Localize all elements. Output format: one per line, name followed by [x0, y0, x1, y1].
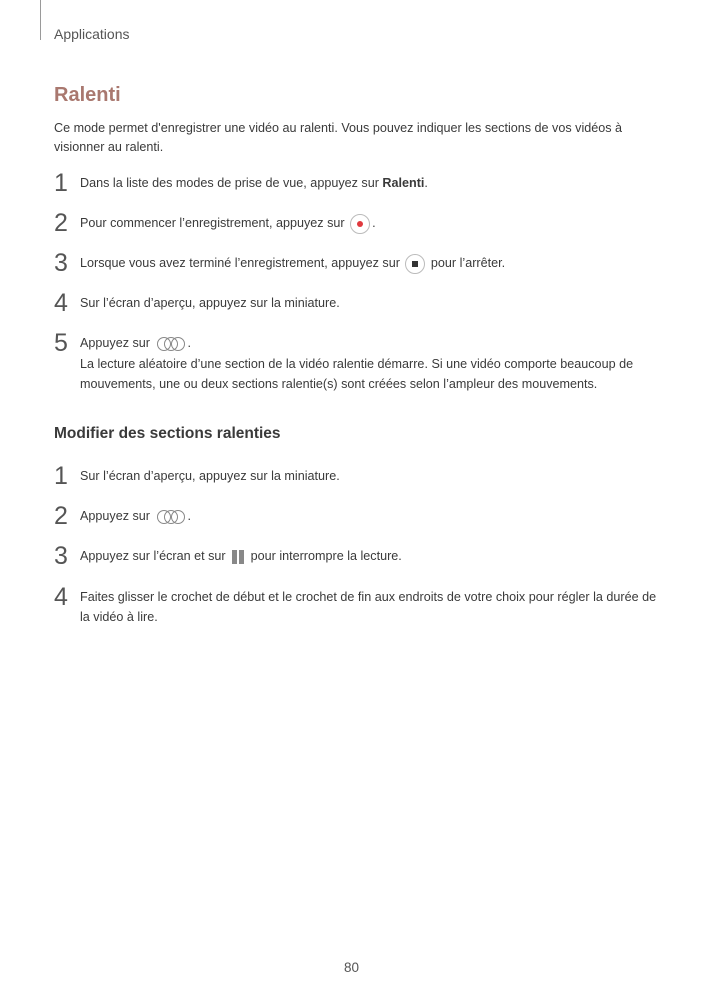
step-text-part: Dans la liste des modes de prise de vue, appuyez sur: [80, 176, 383, 190]
step-number: 3: [54, 249, 68, 277]
step-text-part: Pour commencer l’enregistrement, appuyez sur: [80, 216, 349, 230]
step-number: 2: [54, 502, 68, 530]
step-text-part: Appuyez sur: [80, 509, 154, 523]
ralenti-label: Ralenti: [382, 176, 425, 190]
step-number: 3: [54, 542, 68, 570]
step-text-part: Lorsque vous avez terminé l’enregistrement, appuyez sur: [80, 256, 404, 270]
step-text-part: .: [187, 336, 192, 350]
step-text-part: pour l’arrêter.: [427, 256, 506, 270]
step-text: [80, 333, 660, 353]
step-text: Sur l’écran d’aperçu, appuyez sur la miniature.: [80, 296, 340, 310]
step-text: [80, 253, 660, 274]
step-text-part: .: [372, 216, 376, 230]
step-text: [80, 213, 660, 234]
pause-icon: [231, 549, 245, 565]
step-number: 4: [54, 289, 68, 317]
step-text: Faites glisser le crochet de début et le crochet de fin aux endroits de votre choix pour régler la durée de la vidéo à lire.: [80, 590, 657, 624]
step-number: 5: [54, 329, 68, 357]
step-number: 4: [54, 583, 68, 611]
step-number: 2: [54, 209, 68, 237]
margin-rule: [40, 0, 41, 40]
step-text: [80, 506, 660, 526]
step-text: [80, 546, 660, 566]
step-text-part: Appuyez sur: [80, 336, 154, 350]
stop-icon: [405, 254, 425, 274]
step-number: 1: [54, 462, 68, 490]
page-number: 80: [343, 960, 360, 975]
step-text: Sur l’écran d’aperçu, appuyez sur la miniature.: [80, 469, 340, 483]
step-text: [80, 173, 660, 193]
step-detail: La lecture aléatoire d’une section de la vidéo ralentie démarre. Si une vidéo comporte beaucoup de mouvements, une ou deux sections ralentie(s) sont créées selon l’ampleur des mouvements.: [80, 357, 634, 391]
intro-paragraph: Ce mode permet d'enregistrer une vidéo au ralenti. Vous pouvez indiquer les sections de vos vidéos à visionner au ralenti.: [54, 121, 623, 154]
step-text-part: .: [424, 176, 428, 190]
step-text-part: .: [187, 509, 192, 523]
step-text-part: Appuyez sur l’écran et sur: [80, 549, 230, 563]
slow-motion-rings-icon: [156, 509, 186, 525]
page-title: Ralenti: [54, 84, 121, 106]
record-icon: [350, 214, 370, 234]
step-text-part: pour interrompre la lecture.: [247, 549, 402, 563]
section-subtitle: Modifier des sections ralenties: [54, 425, 281, 442]
slow-motion-rings-icon: [156, 336, 186, 352]
step-number: 1: [54, 169, 68, 197]
section-header: Applications: [54, 26, 130, 42]
